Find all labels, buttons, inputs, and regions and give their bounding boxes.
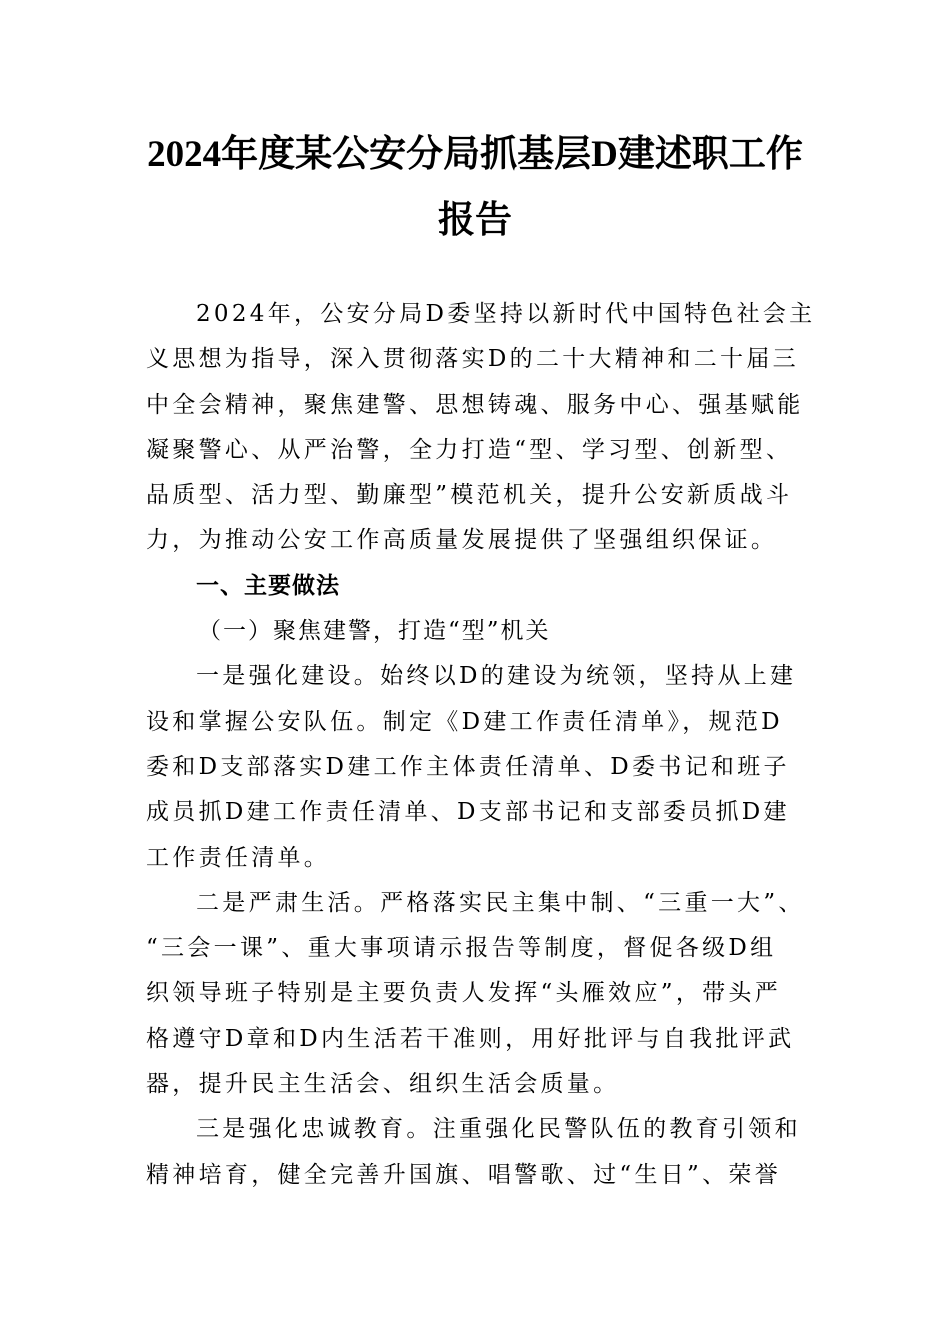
text-line: 精神培育，健全完善升国旗、唱警歌、过“生日”、荣誉 bbox=[146, 1161, 782, 1188]
document-body bbox=[146, 292, 816, 1198]
text-line: 2024年，公安分局D委坚持以新时代中国特色社会主 bbox=[196, 301, 816, 327]
text-line: 工作责任清单。 bbox=[146, 844, 331, 871]
text-line: 品质型、活力型、勤廉型”模范机关，提升公安新质战斗 bbox=[146, 482, 793, 509]
title-line-2: 报告 bbox=[438, 200, 512, 241]
text-line: 格遵守D章和D内生活若干准则，用好批评与自我批评武 bbox=[146, 1025, 795, 1052]
text-line: 义思想为指导，深入贯彻落实D的二十大精神和二十届三 bbox=[146, 346, 799, 373]
paragraph-3 bbox=[146, 1107, 808, 1198]
section-heading: 一、主要做法 bbox=[196, 572, 340, 599]
intro-paragraph bbox=[146, 292, 816, 564]
text-line: 委和D支部落实D建工作主体责任清单、D委书记和班子 bbox=[146, 753, 790, 780]
text-line: 中全会精神，聚焦建警、思想铸魂、服务中心、强基赋能 bbox=[146, 391, 804, 418]
document-title bbox=[140, 122, 810, 254]
text-line: 一是强化建设。始终以D的建设为统领，坚持从上建 bbox=[196, 663, 797, 690]
text-line: 三是强化忠诚教育。注重强化民警队伍的教育引领和 bbox=[196, 1116, 801, 1143]
text-line: “三会一课”、重大事项请示报告等制度，督促各级D组 bbox=[146, 935, 777, 962]
subsection-heading: （一）聚焦建警，打造“型”机关 bbox=[198, 618, 551, 645]
text-line: 成员抓D建工作责任清单、D支部书记和支部委员抓D建 bbox=[146, 799, 790, 826]
text-line: 织领导班子特别是主要负责人发挥“头雁效应”，带头严 bbox=[146, 980, 782, 1007]
title-line-1: 2024年度某公安分局抓基层D建述职工作 bbox=[147, 134, 803, 175]
text-line: 凝聚警心、从严治警，全力打造“型、学习型、创新型、 bbox=[146, 436, 793, 463]
text-line: 二是严肃生活。严格落实民主集中制、“三重一大”、 bbox=[196, 889, 805, 916]
text-line: 力，为推动公安工作高质量发展提供了坚强组织保证。 bbox=[146, 527, 778, 554]
text-line: 设和掌握公安队伍。制定《D建工作责任清单》，规范D bbox=[146, 708, 783, 735]
text-line: 器，提升民主生活会、组织生活会质量。 bbox=[146, 1071, 620, 1098]
paragraph-1 bbox=[146, 654, 808, 880]
paragraph-2 bbox=[146, 881, 808, 1107]
